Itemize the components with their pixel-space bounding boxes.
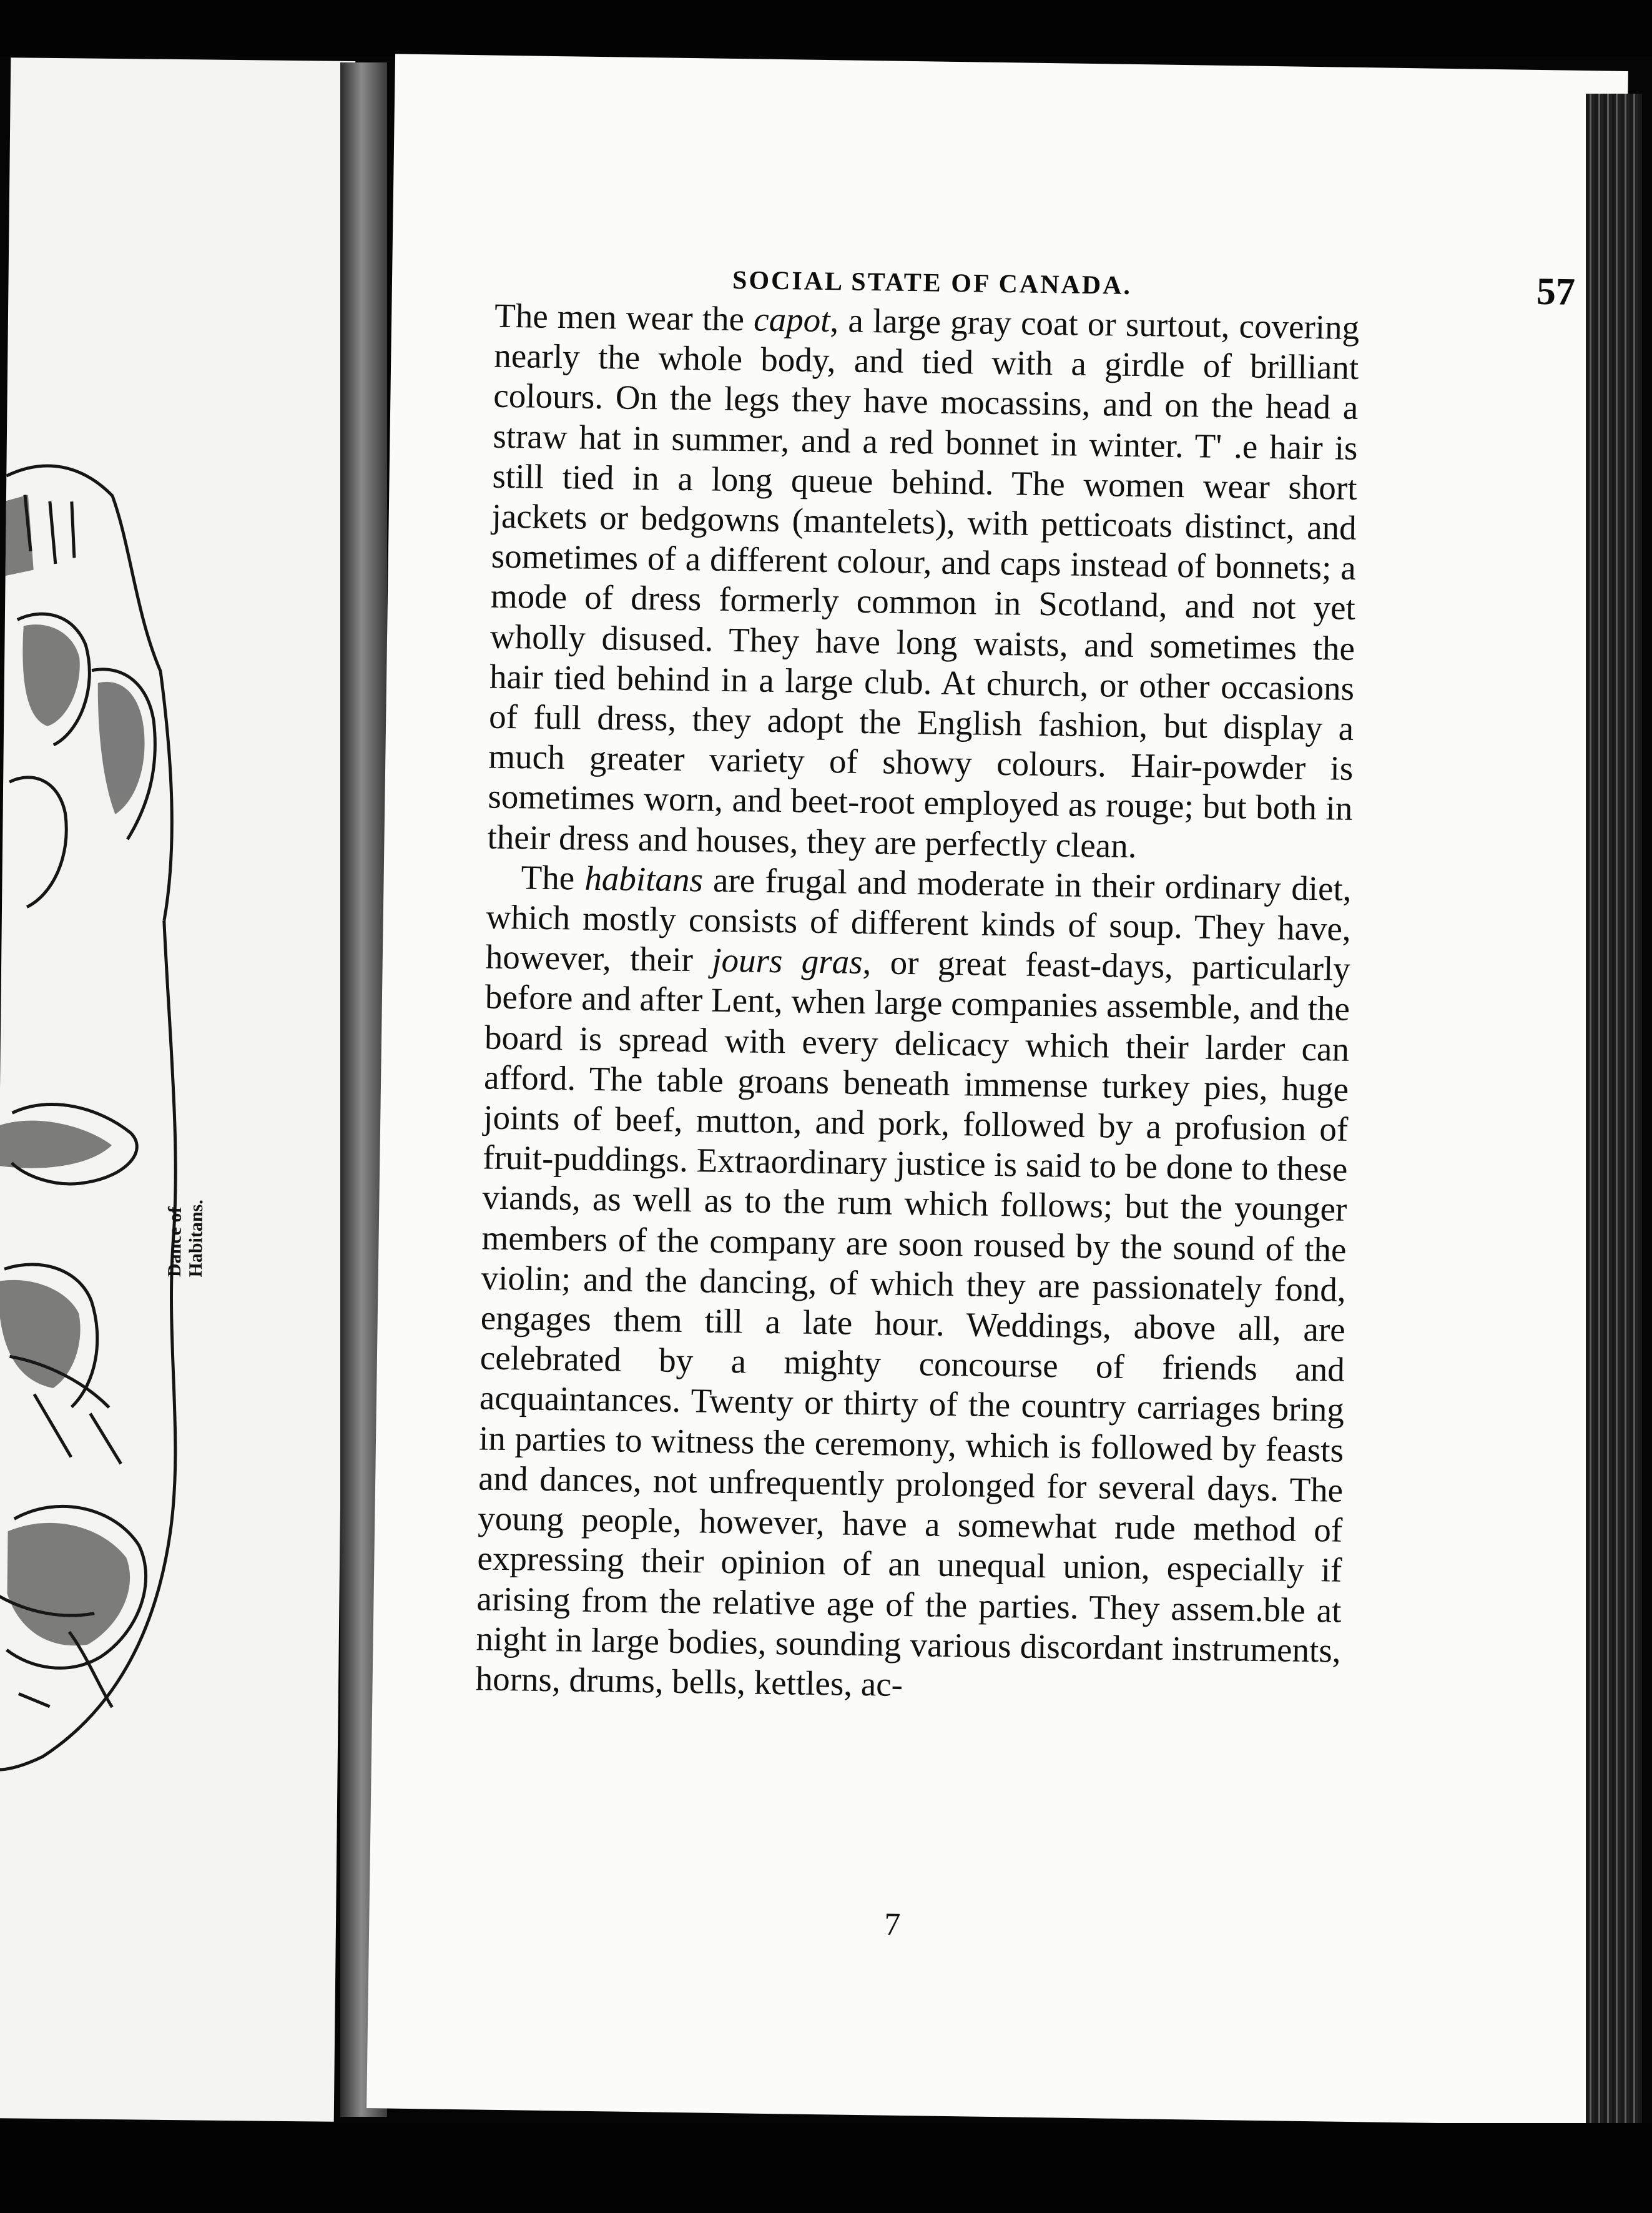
paragraph xyxy=(487,296,1359,869)
italic-term: jours gras xyxy=(711,940,863,982)
page-number: 57 xyxy=(1536,270,1576,313)
running-title: SOCIAL STATE OF CANADA. xyxy=(732,265,1133,300)
plate-caption: Dance of Habitans. xyxy=(164,1200,207,1278)
text-run: , or great feast-days, particularly before and after Lent, when large companies assemble, and the board is spread with every delicacy which their larder can afford. The table groans beneath immense turkey pies, huge joints of beef, mutton, and pork, followed by a profusion of fruit-puddings. Extraordinary justice is said to be done to these viands, as well as to the rum which follows; but the younger members of the company are soon roused by the sound of the violin; and the dancing, of which they are passionately fond, engages them till a late hour. Weddings, above all, are celebrated by a mighty concourse of friends and acquaintances. Twenty or thirty of the country carriages bring in parties to witness the ceremony, which is followed by feasts and dances, not unfrequently prolonged for several days. The young people, however, have a somewhat rude method of expressing their opinion of an unequal union, especially if arising from the relative age of the parties. They assem.ble at night in large bodies, sounding various discordant instruments, horns, drums, bells, kettles, ac- xyxy=(475,943,1351,1703)
text-run: The xyxy=(521,858,585,897)
paragraph xyxy=(475,857,1352,1710)
text-run: are frugal and moderate in their ordinary diet, which mostly consists of different kinds of soup. They have, however, their xyxy=(485,860,1352,979)
right-book-page xyxy=(366,54,1628,2125)
page-fore-edge xyxy=(1586,94,1642,2123)
scan-top-edge xyxy=(0,0,1652,56)
italic-term: capot xyxy=(753,300,830,340)
dance-engraving-illustration xyxy=(0,407,194,1783)
body-text xyxy=(475,296,1359,1711)
text-run: The men wear the xyxy=(494,296,754,338)
signature-mark: 7 xyxy=(883,1906,901,1943)
text-run: , a large gray coat or surtout, covering nearly the whole body, and tied with a girdle of brilliant colours. On the legs they have mocassins, and on the head a straw hat in summer, and a red bonnet in winter. T' .e hair is still tied in a long queue behind. The women wear short jackets or bedgowns (mantelets), with petticoats distinct, and sometimes of a different colour, and caps instead of bonnets; a mode of dress formerly common in Scotland, and not yet wholly disused. They have long waists, and sometimes the hair tied behind in a large club. At church, or other occasions of full dress, they adopt the English fashion, but display a much greater variety of showy colours. Hair-powder is sometimes worn, and beet-root employed as rouge; but both in their dress and houses, they are perfectly clean. xyxy=(487,301,1360,865)
scan-bottom-edge xyxy=(0,2123,1652,2213)
italic-term: habitans xyxy=(584,859,704,899)
left-facing-page xyxy=(0,57,355,2122)
